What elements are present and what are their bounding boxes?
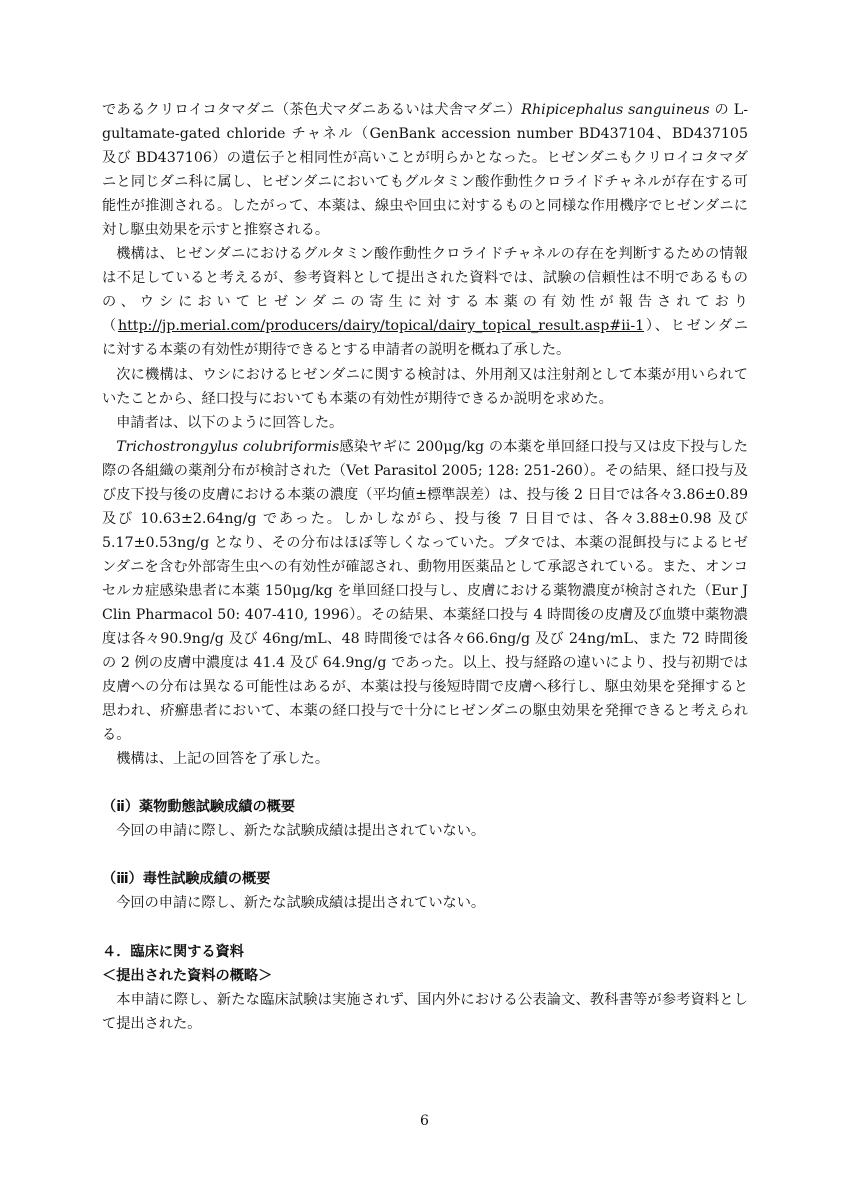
species-name-trichostrongylus: Trichostrongylus colubriformis [116,438,340,455]
paragraph-2: 機構は、ヒゼンダニにおけるグルタミン酸作動性クロライドチャネルの存在を判断するための情報は不足していると考えるが、参考資料として提出された資料では、試験の信頼性は不明であるものの、ウシにおいてヒゼンダニの寄生に対する本薬の有効性が報告されており（http://jp.merial.com/producers/dairy/topical/dairy_topical_result.asp#ii-1）、ヒゼンダニに対する本薬の有効性が期待できるとする申請者の説明を概ね了承した。 [102,246,748,359]
paragraph-5 [102,435,748,748]
paragraph-1-text-b: の L-gultamate-gated chloride チャネル（GenBank accession number BD437104、BD437105 及び BD437106）の遺伝子と相同性が高いことが明らかとなった。ヒゼンダニもクリロイコタマダニと同じダニ科に属し、ヒゼンダニにおいてもグルタミン酸作動性クロライドチャネルが存在する可能性が推測される。したがって、本薬は、線虫や回虫に対するものと同様な作用機序でヒゼンダニに対し駆虫効果を示すと推察される。 [102,102,748,239]
paragraph-6: 機構は、上記の回答を了承した。 [116,751,330,768]
paragraph-5-text: 感染ヤギに 200μg/kg の本薬を単回経口投与又は皮下投与した際の各組織の薬剤分布が検討された（Vet Parasitol 2005; 128: 251-260）。その結果、経口投与及び皮下投与後の皮膚における本薬の濃度（平均値±標準誤差）は、投与後 2 日目では各々3.86±0.89 及び 10.63±2.64ng/g であった。しかしながら、投与後 7 日目では、各々3.88±0.98 及び 5.17±0.53ng/g となり、その分布はほぼ等しくなっていた。ブタでは、本薬の混餌投与によるヒゼンダニを含む外部寄生虫への有効性が確認され、動物用医薬品として承認されている。また、オンコセルカ症感染患者に本薬 150μg/kg を単回経口投与し、皮膚における薬物濃度が検討された（Eur J Clin Pharmacol 50: 407-410, 1996）。その結果、本薬経口投与 4 時間後の皮膚及び血漿中薬物濃度は各々90.9ng/g 及び 46ng/mL、48 時間後では各々66.6ng/g 及び 24ng/mL、また 72 時間後の 2 例の皮膚中濃度は 41.4 及び 64.9ng/g であった。以上、投与経路の違いにより、投与初期では皮膚への分布は異なる可能性はあるが、本薬は投与後短時間で皮膚へ移行し、駆虫効果を発揮すると思われ、疥癬患者において、本薬の経口投与で十分にヒゼンダニの駆虫効果を発揮できると考えられる。 [102,438,748,744]
paragraph-2-text-b: ）、ヒゼンダニに対する本薬の有効性が期待できるとする申請者の説明を概ね了承した。 [102,318,748,359]
paragraph-1-text-a: であるクリロイコタマダニ（茶色犬マダニあるいは犬舎マダニ） [102,102,522,118]
paragraph-3: 次に機構は、ウシにおけるヒゼンダニに関する検討は、外用剤又は注射剤として本薬が用いられていたことから、経口投与においても本薬の有効性が期待できるか説明を求めた。 [102,366,748,407]
paragraph-1 [102,98,748,242]
page-number: 6 [420,1113,429,1129]
section-heading-clinical: ４．臨床に関する資料 [102,943,244,960]
section-text-tox: 今回の申請に際し、新たな試験成績は提出されていない。 [116,895,486,912]
section-heading-tox: （ⅲ）毒性試験成績の概要 [102,871,271,888]
merial-link[interactable]: http://jp.merial.com/producers/dairy/topical/dairy_topical_result.asp#ii-1 [117,318,645,335]
section-text-clinical: 本申請に際し、新たな臨床試験は実施されず、国内外における公表論文、教科書等が参考資料として提出された。 [102,991,748,1032]
section-subheading-clinical: ＜提出された資料の概略＞ [102,967,273,984]
spacer [102,771,748,795]
paragraph-2-text-a: 機構は、ヒゼンダニにおけるグルタミン酸作動性クロライドチャネルの存在を判断するための情報は不足していると考えるが、参考資料として提出された資料では、試験の信頼性は不明であるものの、ウシにおいてヒゼンダニの寄生に対する本薬の有効性が報告されており [102,246,748,311]
spacer [102,916,748,940]
body-text [102,98,748,1036]
section-heading-pk: （ⅱ）薬物動態試験成績の概要 [102,799,296,816]
paragraph-4: 申請者は、以下のように回答した。 [116,414,344,431]
section-text-pk: 今回の申請に際し、新たな試験成績は提出されていない。 [116,823,486,840]
spacer [102,843,748,867]
species-name-rhipicephalus: Rhipicephalus sanguineus [521,102,710,118]
